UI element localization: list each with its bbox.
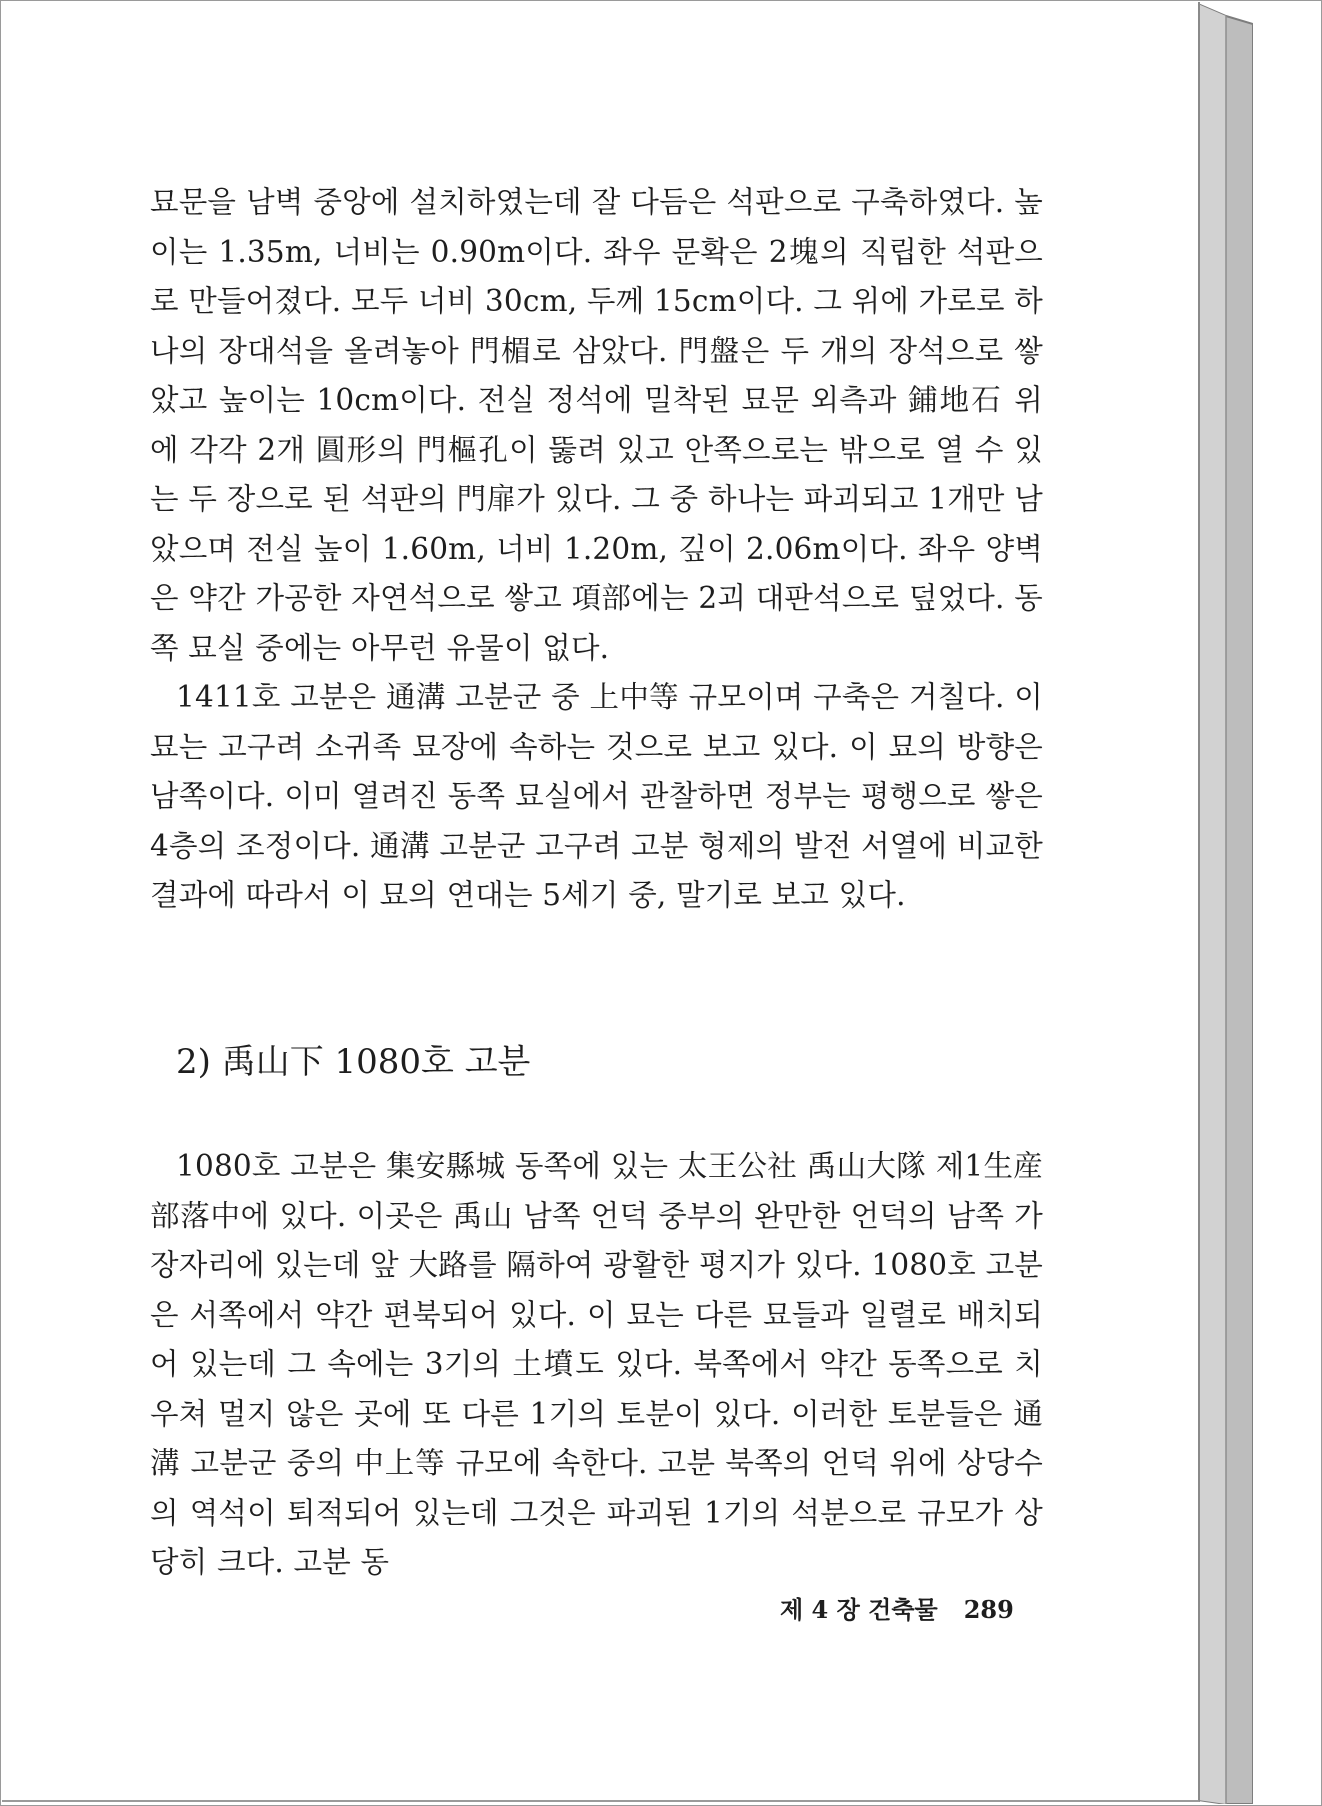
body-text-bottom <box>150 1142 1043 1588</box>
page-footer <box>780 1594 1014 1626</box>
paragraph-tomb-door: 묘문을 남벽 중앙에 설치하였는데 잘 다듬은 석판으로 구축하였다. 높이는 1.35m, 너비는 0.90m이다. 좌우 문확은 2塊의 직립한 석판으로 만들어졌다. 모두 너비 30cm, 두께 15cm이다. 그 위에 가로로 하나의 장대석을 올려놓아 門楣로 삼았다. 門盤은 두 개의 장석으로 쌓았고 높이는 10cm이다. 전실 정석에 밀착된 묘문 외측과 鋪地石 위에 각각 2개 圓形의 門樞孔이 뚫려 있고 안쪽으로는 밖으로 열 수 있는 두 장으로 된 석판의 門扉가 있다. 그 중 하나는 파괴되고 1개만 남았으며 전실 높이 1.60m, 너비 1.20m, 깊이 2.06m이다. 좌우 양벽은 약간 가공한 자연석으로 쌓고 項部에는 2괴 대판석으로 덮었다. 동쪽 묘실 중에는 아무런 유물이 없다. <box>150 185 1043 665</box>
chapter-label: 제 4 장 건축물 <box>780 1595 938 1624</box>
paragraph-tomb-1080: 1080호 고분은 集安縣城 동쪽에 있는 太王公社 禹山大隊 제1生産部落中에 있다. 이곳은 禹山 남쪽 언덕 중부의 완만한 언덕의 남쪽 가장자리에 있는데 앞 大路를 隔하여 광활한 평지가 있다. 1080호 고분은 서쪽에서 약간 편북되어 있다. 이 묘는 다른 묘들과 일렬로 배치되어 있는데 그 속에는 3기의 土墳도 있다. 북쪽에서 약간 동쪽으로 치우쳐 멀지 않은 곳에 또 다른 1기의 토분이 있다. 이러한 토분들은 通溝 고분군 중의 中上等 규모에 속한다. 고분 북쪽의 언덕 위에 상당수의 역석이 퇴적되어 있는데 그것은 파괴된 1기의 석분으로 규모가 상당히 크다. 고분 동 <box>150 1149 1043 1579</box>
paragraph-tomb-1411: 1411호 고분은 通溝 고분군 중 上中等 규모이며 구축은 거칠다. 이 묘는 고구려 소귀족 묘장에 속하는 것으로 보고 있다. 이 묘의 방향은 남쪽이다. 이미 열려진 동쪽 묘실에서 관찰하면 정부는 평행으로 쌓은 4층의 조정이다. 通溝 고분군 고구려 고분 형제의 발전 서열에 비교한 결과에 따라서 이 묘의 연대는 5세기 중, 말기로 보고 있다. <box>150 680 1043 912</box>
page-number: 289 <box>963 1595 1014 1624</box>
body-text-top <box>150 178 1043 921</box>
section-heading: 2) 禹山下 1080호 고분 <box>176 1042 531 1082</box>
book-page <box>2 2 1200 1802</box>
book <box>2 2 1253 1804</box>
